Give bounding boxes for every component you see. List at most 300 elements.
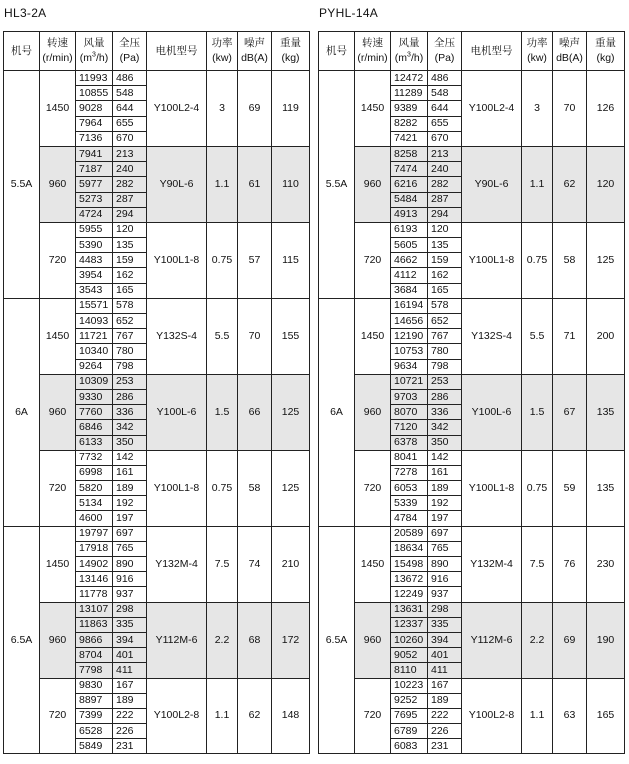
noise-cell: 58	[238, 450, 272, 526]
flow-cell: 9866	[76, 632, 113, 647]
pressure-cell: 767	[113, 329, 147, 344]
flow-cell: 19797	[76, 526, 113, 541]
flow-cell: 10753	[391, 344, 428, 359]
flow-cell: 11863	[76, 617, 113, 632]
table-row	[4, 71, 310, 86]
power-cell: 7.5	[522, 526, 553, 602]
flow-cell: 9028	[76, 101, 113, 116]
pressure-cell: 240	[113, 162, 147, 177]
flow-cell: 5955	[76, 222, 113, 237]
speed-cell: 1450	[355, 298, 391, 374]
header-noise-line2: dB(A)	[241, 52, 268, 64]
noise-cell: 58	[553, 222, 587, 298]
power-cell: 2.2	[207, 602, 238, 678]
table-row	[4, 146, 310, 161]
pressure-cell: 135	[113, 238, 147, 253]
header-pressure-line1: 全压	[119, 37, 140, 49]
flow-cell: 8070	[391, 405, 428, 420]
pressure-cell: 282	[113, 177, 147, 192]
flow-cell: 14656	[391, 314, 428, 329]
header-flow-line2	[76, 51, 112, 66]
header-row	[319, 32, 625, 71]
pressure-cell: 189	[113, 481, 147, 496]
motor-cell: Y100L2-4	[462, 71, 522, 147]
flow-cell: 12337	[391, 617, 428, 632]
header-pressure-line1: 全压	[434, 37, 455, 49]
pressure-cell: 222	[428, 708, 462, 723]
flow-cell: 9252	[391, 693, 428, 708]
flow-cell: 13631	[391, 602, 428, 617]
header-speed	[40, 32, 76, 71]
flow-cell: 5339	[391, 496, 428, 511]
speed-cell: 720	[355, 678, 391, 754]
flow-cell: 13146	[76, 572, 113, 587]
speed-cell: 1450	[40, 526, 76, 602]
pressure-cell: 342	[113, 420, 147, 435]
flow-cell: 4483	[76, 253, 113, 268]
pressure-cell: 159	[428, 253, 462, 268]
speed-cell: 720	[355, 450, 391, 526]
flow-cell: 11289	[391, 86, 428, 101]
flow-cell: 10260	[391, 632, 428, 647]
weight-cell: 200	[587, 298, 625, 374]
flow-cell: 13107	[76, 602, 113, 617]
weight-cell: 135	[587, 374, 625, 450]
header-speed-line2: (r/min)	[42, 52, 73, 64]
speed-cell: 720	[355, 222, 391, 298]
header-model-line1: 机号	[11, 44, 32, 57]
flow-cell: 18634	[391, 541, 428, 556]
pressure-cell: 350	[428, 435, 462, 450]
weight-cell: 210	[272, 526, 310, 602]
header-motor-line1: 电机型号	[155, 44, 198, 57]
header-power	[522, 32, 553, 71]
motor-cell: Y100L2-4	[147, 71, 207, 147]
pressure-cell: 253	[113, 374, 147, 389]
flow-cell: 6053	[391, 481, 428, 496]
flow-cell: 9830	[76, 678, 113, 693]
table-row	[4, 450, 310, 465]
pressure-cell: 401	[428, 648, 462, 663]
header-flow-unit-pre: (m	[394, 52, 408, 64]
table-row	[4, 526, 310, 541]
header-motor-line1: 电机型号	[470, 44, 513, 57]
pressure-cell: 780	[428, 344, 462, 359]
pressure-cell: 765	[428, 541, 462, 556]
flow-cell: 8041	[391, 450, 428, 465]
flow-cell: 7120	[391, 420, 428, 435]
motor-cell: Y100L1-8	[147, 222, 207, 298]
motor-cell: Y100L1-8	[462, 450, 522, 526]
flow-cell: 7187	[76, 162, 113, 177]
header-pressure-line2: (Pa)	[119, 52, 140, 64]
flow-cell: 6133	[76, 435, 113, 450]
header-row	[4, 32, 310, 71]
flow-cell: 12472	[391, 71, 428, 86]
pressure-cell: 161	[113, 465, 147, 480]
table-row	[319, 146, 625, 161]
table-row	[4, 374, 310, 389]
flow-cell: 7964	[76, 116, 113, 131]
power-cell: 5.5	[522, 298, 553, 374]
flow-cell: 5977	[76, 177, 113, 192]
weight-cell: 190	[587, 602, 625, 678]
pressure-cell: 655	[428, 116, 462, 131]
pressure-cell: 548	[113, 86, 147, 101]
pressure-cell: 142	[428, 450, 462, 465]
pressure-cell: 192	[428, 496, 462, 511]
pressure-cell: 890	[428, 557, 462, 572]
flow-cell: 6216	[391, 177, 428, 192]
header-noise	[238, 32, 272, 71]
header-model	[4, 32, 40, 71]
weight-cell: 135	[587, 450, 625, 526]
pressure-cell: 798	[428, 359, 462, 374]
flow-cell: 9052	[391, 648, 428, 663]
weight-cell: 125	[587, 222, 625, 298]
power-cell: 1.1	[522, 146, 553, 222]
weight-cell: 110	[272, 146, 310, 222]
pressure-cell: 120	[113, 222, 147, 237]
flow-cell: 4784	[391, 511, 428, 526]
noise-cell: 69	[553, 602, 587, 678]
header-flow-unit-sup: 3	[92, 51, 96, 59]
speed-cell: 720	[40, 450, 76, 526]
pressure-cell: 780	[113, 344, 147, 359]
pressure-cell: 798	[113, 359, 147, 374]
header-speed-line1: 转速	[47, 37, 68, 49]
pressure-cell: 394	[113, 632, 147, 647]
flow-cell: 9703	[391, 389, 428, 404]
flow-cell: 6846	[76, 420, 113, 435]
pressure-cell: 286	[113, 389, 147, 404]
flow-cell: 7474	[391, 162, 428, 177]
flow-cell: 8110	[391, 663, 428, 678]
flow-cell: 7941	[76, 146, 113, 161]
weight-cell: 172	[272, 602, 310, 678]
pressure-cell: 162	[428, 268, 462, 283]
table-title-pyhl-14a: PYHL-14A	[319, 6, 379, 20]
noise-cell: 76	[553, 526, 587, 602]
header-flow-unit-post: /h)	[410, 52, 424, 64]
flow-cell: 6378	[391, 435, 428, 450]
header-flow-line2	[391, 51, 427, 66]
flow-cell: 3543	[76, 283, 113, 298]
motor-cell: Y132M-4	[462, 526, 522, 602]
model-cell: 6A	[319, 298, 355, 526]
motor-cell: Y90L-6	[147, 146, 207, 222]
flow-cell: 5820	[76, 481, 113, 496]
pressure-cell: 231	[113, 739, 147, 754]
speed-cell: 960	[40, 374, 76, 450]
flow-cell: 6083	[391, 739, 428, 754]
table-row	[319, 374, 625, 389]
table-row	[319, 450, 625, 465]
flow-cell: 7695	[391, 708, 428, 723]
header-pressure-line2: (Pa)	[434, 52, 455, 64]
noise-cell: 59	[553, 450, 587, 526]
flow-cell: 7732	[76, 450, 113, 465]
header-weight-line1: 重量	[280, 37, 301, 49]
pressure-cell: 336	[428, 405, 462, 420]
pressure-cell: 411	[428, 663, 462, 678]
flow-cell: 6528	[76, 724, 113, 739]
table-row	[4, 298, 310, 313]
flow-cell: 4913	[391, 207, 428, 222]
pressure-cell: 197	[428, 511, 462, 526]
pressure-cell: 697	[428, 526, 462, 541]
pressure-cell: 231	[428, 739, 462, 754]
pressure-cell: 159	[113, 253, 147, 268]
pressure-cell: 765	[113, 541, 147, 556]
model-cell: 6A	[4, 298, 40, 526]
weight-cell: 165	[587, 678, 625, 754]
flow-cell: 8704	[76, 648, 113, 663]
pressure-cell: 342	[428, 420, 462, 435]
pressure-cell: 652	[428, 314, 462, 329]
model-cell: 6.5A	[4, 526, 40, 754]
speed-cell: 960	[40, 602, 76, 678]
pressure-cell: 135	[428, 238, 462, 253]
table-row	[319, 222, 625, 237]
header-weight	[587, 32, 625, 71]
pressure-cell: 652	[113, 314, 147, 329]
pressure-cell: 120	[428, 222, 462, 237]
header-weight-line2: (kg)	[281, 52, 300, 64]
power-cell: 3	[207, 71, 238, 147]
pressure-cell: 165	[428, 283, 462, 298]
noise-cell: 74	[238, 526, 272, 602]
flow-cell: 7278	[391, 465, 428, 480]
weight-cell: 125	[272, 450, 310, 526]
pressure-cell: 411	[113, 663, 147, 678]
header-noise	[553, 32, 587, 71]
pressure-cell: 253	[428, 374, 462, 389]
header-flow-unit-post: /h)	[95, 52, 109, 64]
pressure-cell: 189	[113, 693, 147, 708]
flow-cell: 20589	[391, 526, 428, 541]
power-cell: 7.5	[207, 526, 238, 602]
flow-cell: 7399	[76, 708, 113, 723]
pressure-cell: 213	[113, 146, 147, 161]
noise-cell: 71	[553, 298, 587, 374]
table-row	[4, 678, 310, 693]
flow-cell: 11993	[76, 71, 113, 86]
pressure-cell: 670	[113, 131, 147, 146]
motor-cell: Y100L-6	[147, 374, 207, 450]
power-cell: 1.5	[207, 374, 238, 450]
table-title-hl3-2a: HL3-2A	[4, 6, 47, 20]
header-flow	[391, 32, 428, 71]
pressure-cell: 486	[113, 71, 147, 86]
noise-cell: 62	[238, 678, 272, 754]
flow-cell: 5849	[76, 739, 113, 754]
flow-cell: 10340	[76, 344, 113, 359]
pressure-cell: 287	[428, 192, 462, 207]
header-motor	[147, 32, 207, 71]
flow-cell: 15571	[76, 298, 113, 313]
pressure-cell: 282	[428, 177, 462, 192]
power-cell: 1.5	[522, 374, 553, 450]
header-noise-line1: 噪声	[244, 37, 265, 49]
flow-cell: 6998	[76, 465, 113, 480]
pressure-cell: 189	[428, 693, 462, 708]
flow-cell: 10223	[391, 678, 428, 693]
motor-cell: Y112M-6	[462, 602, 522, 678]
motor-cell: Y100L1-8	[147, 450, 207, 526]
pressure-cell: 240	[428, 162, 462, 177]
flow-cell: 9389	[391, 101, 428, 116]
header-power-line1: 功率	[211, 37, 233, 49]
header-flow	[76, 32, 113, 71]
header-weight	[272, 32, 310, 71]
pressure-cell: 162	[113, 268, 147, 283]
pressure-cell: 213	[428, 146, 462, 161]
pressure-cell: 142	[113, 450, 147, 465]
noise-cell: 67	[553, 374, 587, 450]
flow-cell: 16194	[391, 298, 428, 313]
power-cell: 1.1	[207, 146, 238, 222]
flow-cell: 8897	[76, 693, 113, 708]
noise-cell: 70	[553, 71, 587, 147]
header-power-line1: 功率	[526, 37, 548, 49]
flow-cell: 11778	[76, 587, 113, 602]
flow-cell: 7421	[391, 131, 428, 146]
power-cell: 1.1	[207, 678, 238, 754]
speed-cell: 960	[355, 374, 391, 450]
motor-cell: Y100L2-8	[462, 678, 522, 754]
pressure-cell: 294	[113, 207, 147, 222]
power-cell: 1.1	[522, 678, 553, 754]
fan-spec-table-pyhl-14a	[318, 31, 625, 754]
flow-cell: 7136	[76, 131, 113, 146]
pressure-cell: 167	[428, 678, 462, 693]
header-speed	[355, 32, 391, 71]
motor-cell: Y100L-6	[462, 374, 522, 450]
flow-cell: 5605	[391, 238, 428, 253]
pressure-cell: 335	[113, 617, 147, 632]
pressure-cell: 644	[428, 101, 462, 116]
flow-cell: 5273	[76, 192, 113, 207]
pressure-cell: 578	[113, 298, 147, 313]
power-cell: 0.75	[522, 222, 553, 298]
pressure-cell: 578	[428, 298, 462, 313]
flow-cell: 4724	[76, 207, 113, 222]
header-pressure	[428, 32, 462, 71]
weight-cell: 119	[272, 71, 310, 147]
flow-cell: 7760	[76, 405, 113, 420]
flow-cell: 4112	[391, 268, 428, 283]
pressure-cell: 548	[428, 86, 462, 101]
header-motor	[462, 32, 522, 71]
noise-cell: 57	[238, 222, 272, 298]
noise-cell: 68	[238, 602, 272, 678]
motor-cell: Y112M-6	[147, 602, 207, 678]
flow-cell: 4600	[76, 511, 113, 526]
flow-cell: 6789	[391, 724, 428, 739]
noise-cell: 62	[553, 146, 587, 222]
speed-cell: 960	[40, 146, 76, 222]
table-row	[319, 678, 625, 693]
pressure-cell: 697	[113, 526, 147, 541]
noise-cell: 70	[238, 298, 272, 374]
table-row	[319, 602, 625, 617]
speed-cell: 1450	[355, 71, 391, 147]
weight-cell: 155	[272, 298, 310, 374]
flow-cell: 9330	[76, 389, 113, 404]
pressure-cell: 167	[113, 678, 147, 693]
power-cell: 2.2	[522, 602, 553, 678]
pressure-cell: 165	[113, 283, 147, 298]
flow-cell: 15498	[391, 557, 428, 572]
table-row	[319, 526, 625, 541]
weight-cell: 120	[587, 146, 625, 222]
pressure-cell: 644	[113, 101, 147, 116]
noise-cell: 69	[238, 71, 272, 147]
pressure-cell: 298	[113, 602, 147, 617]
flow-cell: 4662	[391, 253, 428, 268]
table-row	[319, 298, 625, 313]
speed-cell: 960	[355, 602, 391, 678]
header-power	[207, 32, 238, 71]
model-cell: 6.5A	[319, 526, 355, 754]
pressure-cell: 287	[113, 192, 147, 207]
pressure-cell: 655	[113, 116, 147, 131]
pressure-cell: 394	[428, 632, 462, 647]
speed-cell: 1450	[40, 298, 76, 374]
header-model-line1: 机号	[326, 44, 347, 57]
pressure-cell: 670	[428, 131, 462, 146]
weight-cell: 230	[587, 526, 625, 602]
pressure-cell: 937	[113, 587, 147, 602]
pressure-cell: 916	[428, 572, 462, 587]
motor-cell: Y90L-6	[462, 146, 522, 222]
flow-cell: 9264	[76, 359, 113, 374]
power-cell: 0.75	[522, 450, 553, 526]
flow-cell: 14902	[76, 557, 113, 572]
pressure-cell: 890	[113, 557, 147, 572]
pressure-cell: 192	[113, 496, 147, 511]
motor-cell: Y132S-4	[462, 298, 522, 374]
pressure-cell: 916	[113, 572, 147, 587]
speed-cell: 720	[40, 222, 76, 298]
weight-cell: 148	[272, 678, 310, 754]
table-row	[319, 71, 625, 86]
noise-cell: 63	[553, 678, 587, 754]
pressure-cell: 298	[428, 602, 462, 617]
speed-cell: 960	[355, 146, 391, 222]
header-noise-line1: 噪声	[559, 37, 580, 49]
flow-cell: 12249	[391, 587, 428, 602]
flow-cell: 13672	[391, 572, 428, 587]
flow-cell: 5484	[391, 192, 428, 207]
pressure-cell: 486	[428, 71, 462, 86]
pressure-cell: 161	[428, 465, 462, 480]
flow-cell: 8258	[391, 146, 428, 161]
header-weight-line2: (kg)	[596, 52, 615, 64]
pressure-cell: 336	[113, 405, 147, 420]
motor-cell: Y132M-4	[147, 526, 207, 602]
header-flow-line1: 风量	[83, 37, 105, 49]
flow-cell: 5390	[76, 238, 113, 253]
header-power-line2: (kw)	[527, 52, 547, 64]
weight-cell: 126	[587, 71, 625, 147]
power-cell: 5.5	[207, 298, 238, 374]
header-flow-unit-sup: 3	[407, 51, 411, 59]
header-speed-line1: 转速	[362, 37, 383, 49]
table-row	[4, 602, 310, 617]
header-weight-line1: 重量	[595, 37, 616, 49]
